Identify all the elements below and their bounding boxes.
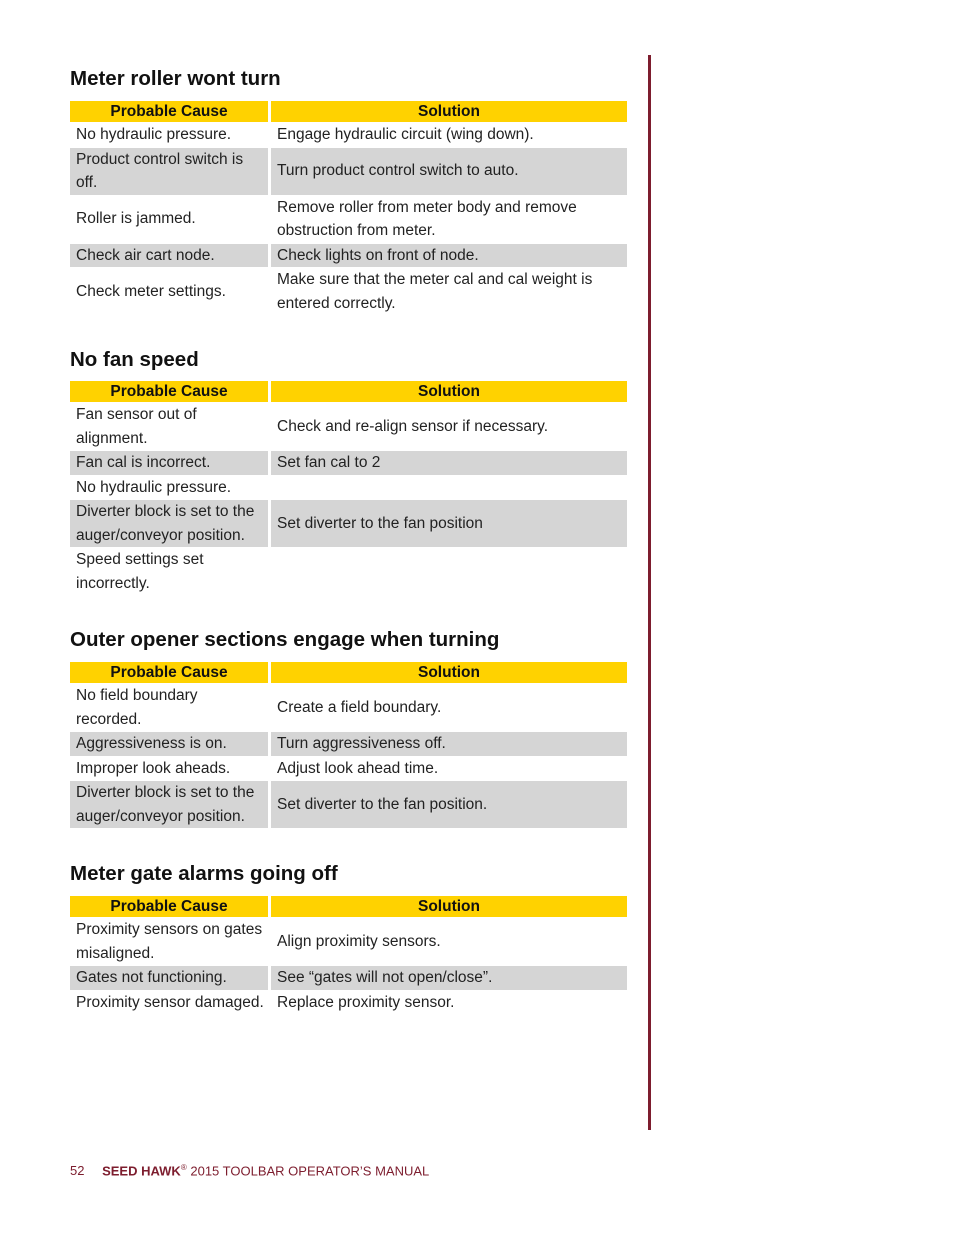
cause-cell: No hydraulic pressure. — [70, 475, 271, 500]
solution-cell: Make sure that the meter cal and cal weight is entered correctly. — [271, 267, 627, 315]
column-header-solution: Solution — [271, 896, 627, 917]
solution-cell: Check lights on front of node. — [271, 243, 627, 268]
solution-cell — [271, 547, 627, 595]
solution-cell: Align proximity sensors. — [271, 917, 627, 965]
column-header-solution: Solution — [271, 101, 627, 122]
cause-cell: Diverter block is set to the auger/conveyor position. — [70, 499, 271, 547]
cause-cell: No field boundary recorded. — [70, 683, 271, 731]
solution-cell: Remove roller from meter body and remove obstruction from meter. — [271, 195, 627, 243]
table-row — [70, 243, 627, 268]
solution-cell: Create a field boundary. — [271, 683, 627, 731]
cause-cell: Speed settings set incorrectly. — [70, 547, 271, 595]
cause-cell: Fan sensor out of alignment. — [70, 402, 271, 450]
cause-cell: Proximity sensors on gates misaligned. — [70, 917, 271, 965]
table-row — [70, 780, 627, 828]
troubleshooting-table-meter-gate — [70, 896, 627, 1014]
table-row — [70, 475, 627, 500]
troubleshooting-table-outer-opener — [70, 662, 627, 828]
table-row — [70, 499, 627, 547]
cause-cell: Improper look aheads. — [70, 756, 271, 781]
column-header-cause: Probable Cause — [70, 662, 271, 683]
cause-cell: No hydraulic pressure. — [70, 122, 271, 147]
solution-cell: Adjust look ahead time. — [271, 756, 627, 781]
cause-cell: Aggressiveness is on. — [70, 731, 271, 756]
cause-cell: Gates not functioning. — [70, 965, 271, 990]
section-title-meter-gate: Meter gate alarms going off — [70, 862, 338, 885]
table-row — [70, 990, 627, 1015]
solution-cell: Set fan cal to 2 — [271, 450, 627, 475]
table-row — [70, 731, 627, 756]
registered-mark: ® — [180, 1163, 187, 1172]
cause-cell: Diverter block is set to the auger/conveyor position. — [70, 780, 271, 828]
table-row — [70, 917, 627, 965]
cause-cell: Product control switch is off. — [70, 147, 271, 195]
solution-cell: Engage hydraulic circuit (wing down). — [271, 122, 627, 147]
table-row — [70, 267, 627, 315]
table-row — [70, 547, 627, 595]
table-row — [70, 147, 627, 195]
solution-cell: Set diverter to the fan position. — [271, 780, 627, 828]
table-row — [70, 683, 627, 731]
table-row — [70, 402, 627, 450]
column-header-cause: Probable Cause — [70, 381, 271, 402]
page-footer — [70, 1163, 429, 1178]
solution-cell: Set diverter to the fan position — [271, 499, 627, 547]
brand-name: SEED HAWK — [102, 1163, 181, 1179]
margin-rule — [648, 55, 651, 1130]
solution-cell: Replace proximity sensor. — [271, 990, 627, 1015]
cause-cell: Check air cart node. — [70, 243, 271, 268]
cause-cell: Check meter settings. — [70, 267, 271, 315]
troubleshooting-table-no-fan-speed — [70, 381, 627, 595]
column-header-cause: Probable Cause — [70, 896, 271, 917]
column-header-cause: Probable Cause — [70, 101, 271, 122]
table-row — [70, 756, 627, 781]
section-title-meter-roller: Meter roller wont turn — [70, 67, 281, 90]
solution-cell — [271, 475, 627, 500]
table-row — [70, 965, 627, 990]
page-number: 52 — [70, 1163, 85, 1179]
section-title-outer-opener: Outer opener sections engage when turning — [70, 628, 500, 651]
column-header-solution: Solution — [271, 381, 627, 402]
cause-cell: Fan cal is incorrect. — [70, 450, 271, 475]
solution-cell: See “gates will not open/close”. — [271, 965, 627, 990]
troubleshooting-table-meter-roller — [70, 101, 627, 315]
section-title-no-fan-speed: No fan speed — [70, 348, 199, 371]
manual-title: 2015 TOOLBAR OPERATOR’S MANUAL — [190, 1163, 430, 1179]
cause-cell: Roller is jammed. — [70, 195, 271, 243]
column-header-solution: Solution — [271, 662, 627, 683]
table-row — [70, 122, 627, 147]
table-row — [70, 195, 627, 243]
solution-cell: Turn aggressiveness off. — [271, 731, 627, 756]
solution-cell: Turn product control switch to auto. — [271, 147, 627, 195]
cause-cell: Proximity sensor damaged. — [70, 990, 271, 1015]
solution-cell: Check and re-align sensor if necessary. — [271, 402, 627, 450]
table-row — [70, 450, 627, 475]
